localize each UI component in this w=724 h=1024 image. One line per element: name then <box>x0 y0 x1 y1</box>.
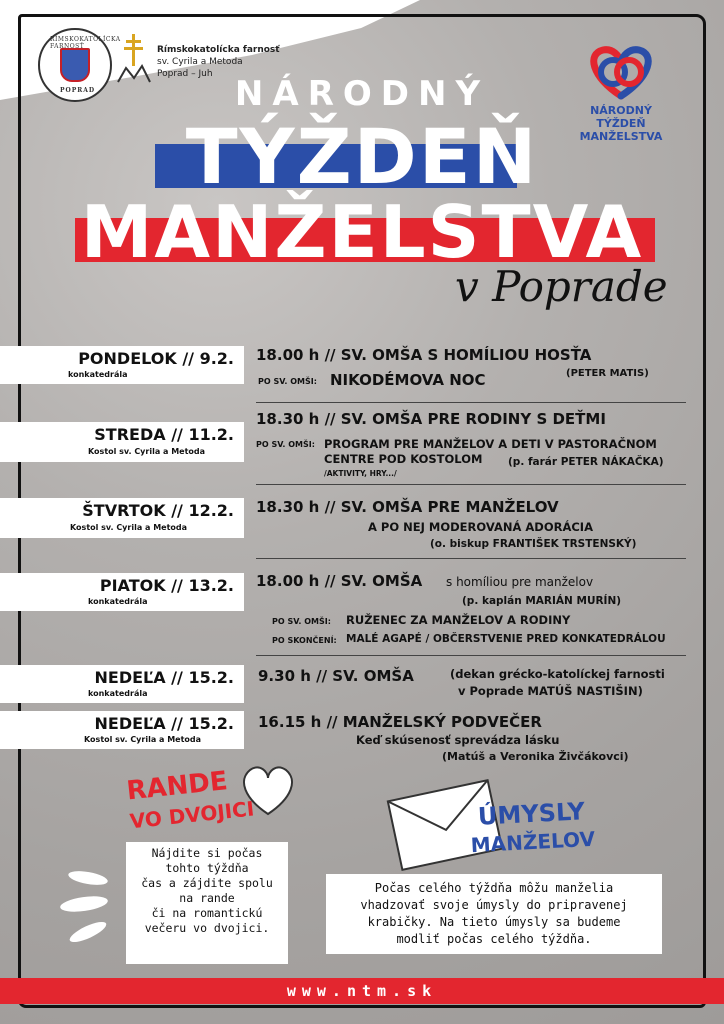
event-thursday-after: A PO NEJ MODEROVANÁ ADORÁCIA <box>368 520 593 534</box>
day-name-wednesday: STREDA // 11.2. <box>94 425 234 444</box>
event-wednesday-after: PROGRAM PRE MANŽELOV A DETI V PASTORAČNOM <box>324 437 657 451</box>
parish-name-line1: Rímskokatolícka farnosť <box>157 45 280 55</box>
event-friday-after-prefix: PO SV. OMŠI: <box>272 617 331 626</box>
separator <box>256 558 686 559</box>
day-place-monday: konkatedrála <box>68 370 128 379</box>
parish-name-line2: sv. Cyrila a Metoda <box>157 57 243 67</box>
rande-text-line: večeru vo dvojici. <box>144 921 270 935</box>
decorative-splash-icon <box>58 866 116 946</box>
footer-url[interactable]: www.ntm.sk <box>286 982 438 1000</box>
rande-text-line: čas a zájdite spolu <box>141 876 273 890</box>
separator <box>256 484 686 485</box>
day-box-thursday <box>0 498 244 538</box>
day-place-thursday: Kostol sv. Cyrila a Metoda <box>70 523 188 532</box>
day-name-thursday: ŠTVRTOK // 12.2. <box>82 501 234 520</box>
event-sunday-2-after: Keď skúsenosť sprevádza lásku <box>356 733 560 747</box>
event-monday-main: 18.00 h // SV. OMŠA S HOMÍLIOU HOSŤA <box>256 346 592 364</box>
title-tyzden: TÝŽDEŇ <box>185 112 539 201</box>
day-name-friday: PIATOK // 13.2. <box>99 576 234 595</box>
day-place-wednesday: Kostol sv. Cyrila a Metoda <box>88 447 206 456</box>
day-box-wednesday <box>0 422 244 462</box>
event-sunday-2-note: (Matúš a Veronika Živčákovci) <box>442 750 629 763</box>
day-name-sunday-1: NEDEĽA // 15.2. <box>94 668 234 687</box>
title-v-poprade: v Poprade <box>455 262 668 311</box>
event-wednesday-extra: /AKTIVITY, HRY.../ <box>324 469 397 478</box>
day-box-friday <box>0 573 244 611</box>
rande-text-line: Nájdite si počas <box>151 846 263 860</box>
event-monday-note: (PETER MATIS) <box>566 368 649 379</box>
rande-title-line2: VO DVOJICI <box>128 796 256 834</box>
event-monday-after: NIKODÉMOVA NOC <box>330 371 486 389</box>
day-box-monday <box>0 346 244 384</box>
event-wednesday-note: (p. farár PETER NÁKAČKA) <box>508 456 664 468</box>
day-name-sunday-2: NEDEĽA // 15.2. <box>94 714 234 733</box>
rande-title-line1: RANDE <box>125 766 230 807</box>
ntm-logo-line1: NÁRODNÝ TÝŽDEŇ <box>590 104 652 130</box>
event-friday-after2-prefix: PO SKONČENÍ: <box>272 636 337 645</box>
event-sunday-1-note: (dekan grécko-katolíckej farnosti <box>450 667 665 681</box>
umysly-text-line: modliť počas celého týždňa. <box>396 932 592 946</box>
event-wednesday-after-prefix: PO SV. OMŠI: <box>256 440 315 449</box>
title-narodny: NÁRODNÝ <box>234 74 490 114</box>
event-thursday-note: (o. biskup FRANTIŠEK TRSTENSKÝ) <box>430 538 637 550</box>
rande-text-box <box>126 842 288 964</box>
umysly-text-line: Počas celého týždňa môžu manželia <box>374 881 614 895</box>
umysly-text-line: vhadzovať svoje úmysly do pripravenej <box>360 898 628 912</box>
separator <box>256 402 686 403</box>
day-box-sunday-1 <box>0 665 244 703</box>
event-sunday-1-main: 9.30 h // SV. OMŠA <box>258 667 414 685</box>
event-monday-after-prefix: PO SV. OMŠI: <box>258 377 317 386</box>
event-friday-after: RUŽENEC ZA MANŽELOV A RODINY <box>346 613 571 627</box>
title-manzelstva: MANŽELSTVA <box>80 190 644 274</box>
event-thursday-main: 18.30 h // SV. OMŠA PRE MANŽELOV <box>256 498 559 516</box>
umysly-title-line1: ÚMYSLY <box>477 797 586 831</box>
day-place-sunday-1: konkatedrála <box>88 689 148 698</box>
rande-text-line: či na romantickú <box>151 906 263 920</box>
event-sunday-1-note2: v Poprade MATÚŠ NASTIŠIN) <box>458 684 643 698</box>
event-friday-after2: MALÉ AGAPÉ / OBČERSTVENIE PRED KONKATEDRÁLOU <box>346 633 666 645</box>
day-name-monday: PONDELOK // 9.2. <box>78 349 234 368</box>
event-friday-note: (p. kaplán MARIÁN MURÍN) <box>462 595 622 607</box>
parish-seal-text-bottom: POPRAD <box>60 87 96 94</box>
ntm-logo-line2: MANŽELSTVA <box>579 130 663 143</box>
event-sunday-2-main: 16.15 h // MANŽELSKÝ PODVEČER <box>258 713 542 731</box>
rande-text-line: tohto týždňa <box>165 861 249 875</box>
event-friday-main: 18.00 h // SV. OMŠA <box>256 572 423 590</box>
umysly-title-line2: MANŽELOV <box>470 826 596 858</box>
umysly-text-box <box>326 874 662 954</box>
umysly-text-line: krabičky. Na tieto úmysly sa budeme <box>367 915 621 929</box>
event-wednesday-main: 18.30 h // SV. OMŠA PRE RODINY S DEŤMI <box>256 410 606 428</box>
event-friday-suffix: s homíliou pre manželov <box>446 575 594 589</box>
parish-name-line3: Poprad – Juh <box>157 69 213 79</box>
umysly-title <box>469 797 596 859</box>
day-place-sunday-2: Kostol sv. Cyrila a Metoda <box>84 735 202 744</box>
parish-seal-text-top: RÍMSKOKATOLÍCKA FARNOSŤ <box>50 36 121 50</box>
day-box-sunday-2 <box>0 711 244 749</box>
rande-text-line: na rande <box>179 891 235 905</box>
event-wednesday-after2: CENTRE POD KOSTOLOM <box>324 452 483 466</box>
day-place-friday: konkatedrála <box>88 597 148 606</box>
separator <box>256 655 686 656</box>
